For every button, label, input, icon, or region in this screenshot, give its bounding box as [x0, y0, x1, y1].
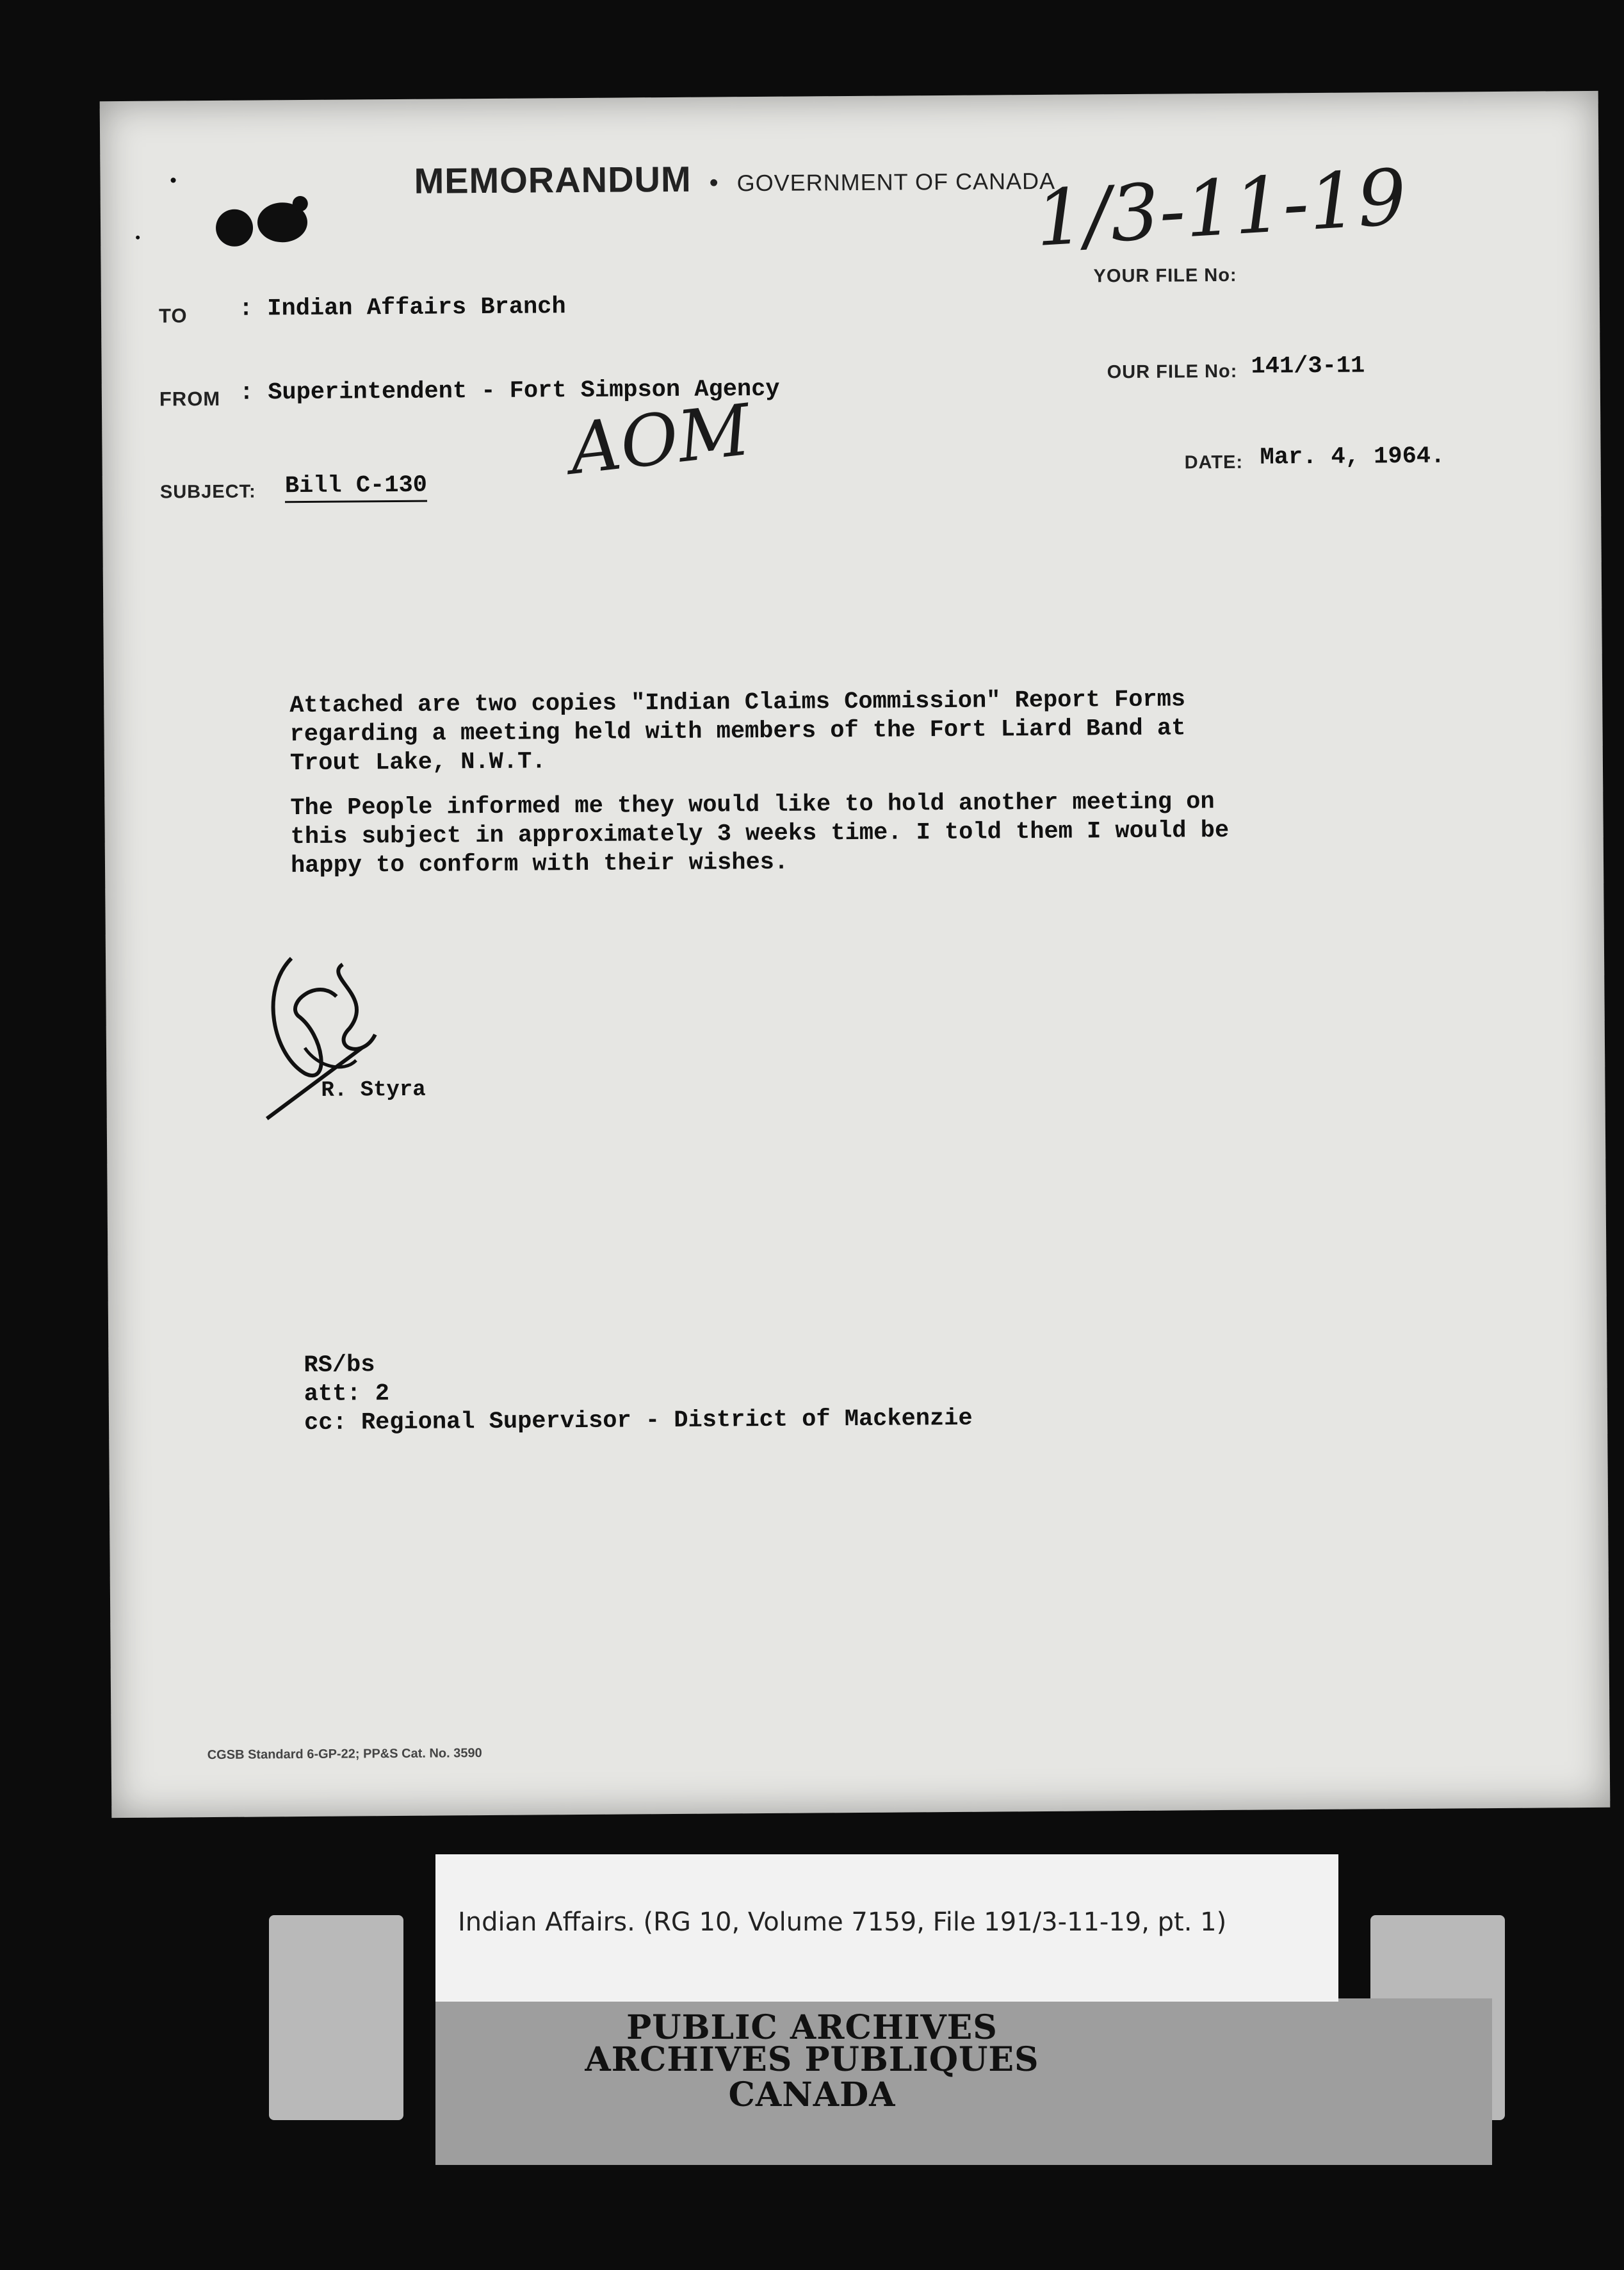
memo-title: MEMORANDUM — [414, 158, 692, 201]
from-value: : Superintendent - Fort Simpson Agency — [239, 375, 780, 407]
to-label: TO — [158, 304, 188, 327]
ink-speck — [136, 236, 140, 240]
to-value: : Indian Affairs Branch — [238, 293, 566, 323]
cc-line: cc: Regional Supervisor - District of Mackenzie — [304, 1405, 973, 1437]
archive-reference-text: Indian Affairs. (RG 10, Volume 7159, File 191/3-11-19, pt. 1) — [458, 1907, 1227, 1937]
our-file-label: OUR FILE No: — [1107, 361, 1238, 383]
ink-blot — [216, 209, 253, 247]
reference-initials: RS/bs — [304, 1351, 375, 1380]
subject-label: SUBJECT: — [159, 481, 256, 503]
date-value: Mar. 4, 1964. — [1260, 443, 1445, 471]
body-paragraph-2-line: The People informed me they would like to hold another meeting on — [290, 788, 1215, 822]
handwritten-initials: AOM — [565, 388, 754, 491]
archive-stamp-line-2: ARCHIVES PUBLIQUES — [585, 2040, 1039, 2079]
signature-name: R. Styra — [321, 1077, 426, 1103]
ink-speck — [171, 177, 176, 183]
body-paragraph-2-line: this subject in approximately 3 weeks time. I told them I would be — [290, 817, 1230, 851]
heading-government: GOVERNMENT OF CANADA — [736, 167, 1056, 197]
memo-sheet — [100, 91, 1611, 1818]
date-label: DATE: — [1184, 452, 1244, 473]
body-paragraph-1-line: Attached are two copies "Indian Claims Commission" Report Forms — [289, 686, 1186, 720]
body-paragraph-2-line: happy to conform with their wishes. — [290, 849, 789, 880]
our-file-value: 141/3-11 — [1251, 352, 1365, 380]
attachments-count: att: 2 — [304, 1380, 390, 1409]
body-paragraph-1-line: regarding a meeting held with members of the Fort Liard Band at — [289, 715, 1186, 749]
subject-value: Bill C-130 — [285, 472, 427, 503]
from-label: FROM — [159, 387, 221, 411]
handwritten-file-number: 1/3-11-19 — [1033, 152, 1409, 265]
heading-bullet: • — [709, 168, 719, 197]
body-paragraph-1-line: Trout Lake, N.W.T. — [289, 748, 546, 778]
ink-blot — [293, 196, 308, 211]
archive-stamp-line-3: CANADA — [728, 2075, 896, 2114]
your-file-label: YOUR FILE No: — [1093, 265, 1237, 287]
memo-heading — [414, 156, 1055, 202]
archive-stamp-line-1: PUBLIC ARCHIVES — [626, 2008, 998, 2047]
form-number: CGSB Standard 6-GP-22; PP&S Cat. No. 3590 — [207, 1746, 482, 1763]
